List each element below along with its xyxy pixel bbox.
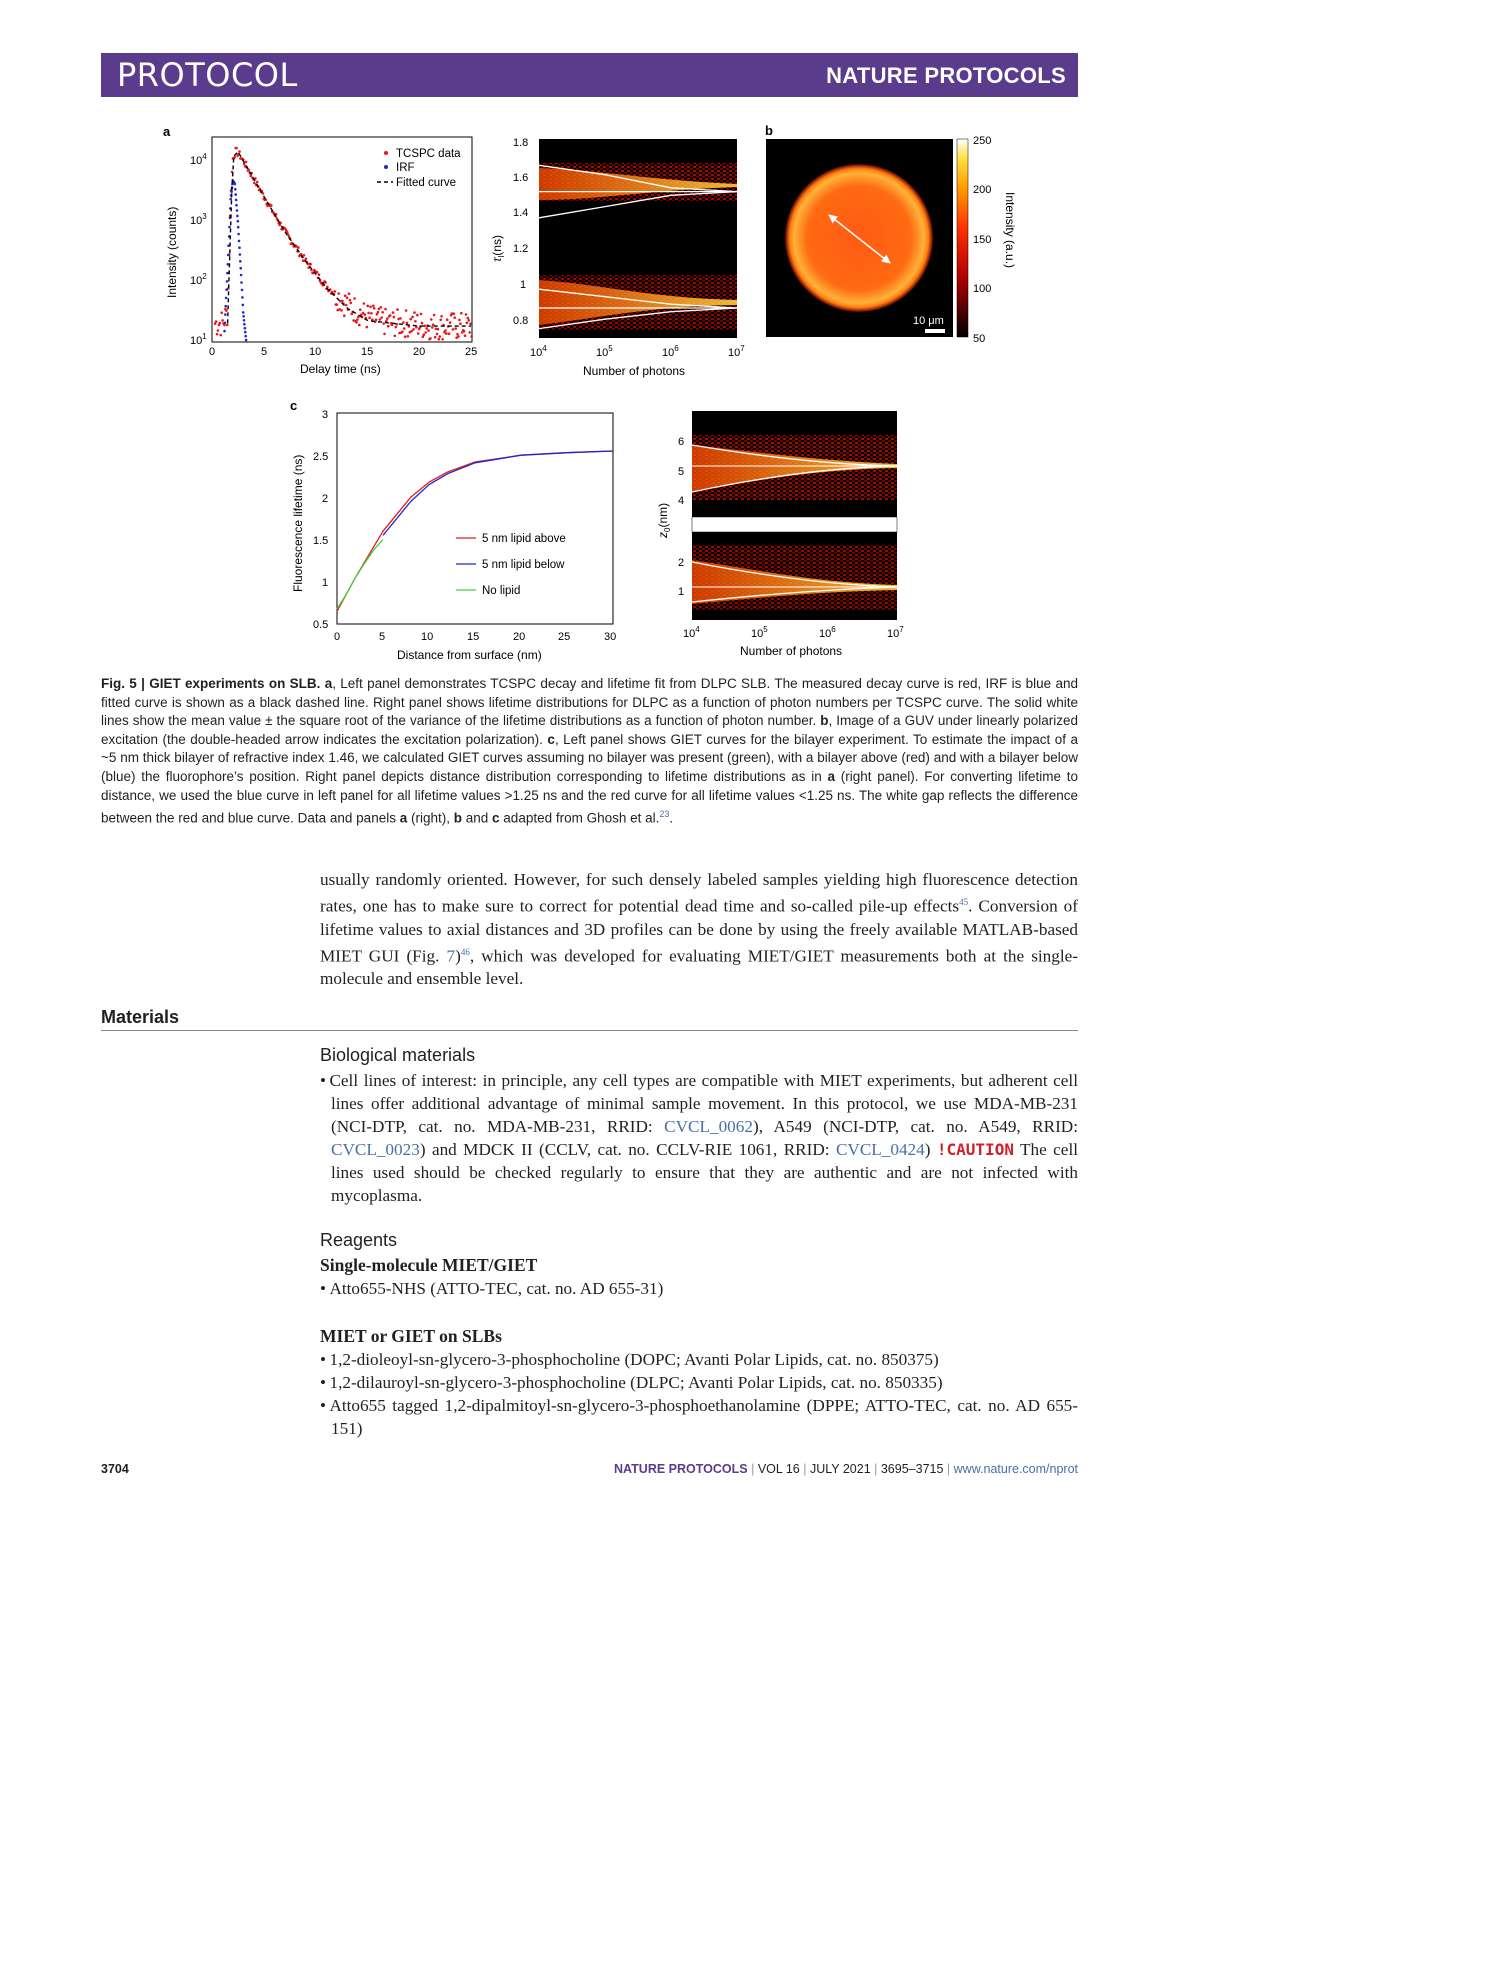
tcspc-point bbox=[383, 333, 386, 336]
tcspc-point bbox=[438, 338, 441, 341]
tcspc-point bbox=[221, 319, 224, 322]
giet-yticks bbox=[313, 409, 328, 631]
distance-ytick: 4 bbox=[678, 495, 685, 507]
lifetime-xlabel: Number of photons bbox=[583, 364, 686, 378]
tcspc-point bbox=[238, 150, 241, 153]
distance-ytick: 2 bbox=[678, 557, 685, 569]
giet-ytick: 3 bbox=[322, 409, 329, 421]
bio-heading: Biological materials bbox=[320, 1045, 476, 1065]
tcspc-point bbox=[219, 334, 222, 337]
colorbar-tick: 150 bbox=[973, 234, 992, 246]
tcspc-point bbox=[423, 333, 426, 336]
footer-citation: NATURE PROTOCOLS | VOL 16 | JULY 2021 | 3695–3715 | www.nature.com/nprot bbox=[614, 1462, 1078, 1476]
decay-ytick: $10^1$ bbox=[190, 332, 207, 347]
tcspc-point bbox=[297, 246, 300, 249]
colorbar-tick: 250 bbox=[973, 135, 992, 147]
irf-point bbox=[235, 204, 238, 207]
giet-xtick: 5 bbox=[379, 631, 386, 643]
caption-ref-b: b bbox=[453, 810, 462, 826]
tcspc-point bbox=[429, 337, 432, 340]
list-item: • 1,2-dioleoyl-sn-glycero-3-phosphocholine (DOPC; Avanti Polar Lipids, cat. no. 850375) bbox=[320, 1350, 939, 1369]
tcspc-point bbox=[446, 318, 449, 321]
irf-point bbox=[242, 315, 245, 318]
slb-heading: MIET or GIET on SLBs bbox=[320, 1326, 502, 1346]
colorbar bbox=[957, 139, 968, 337]
irf-point bbox=[225, 288, 228, 291]
irf-point bbox=[244, 331, 247, 334]
legend-fit: Fitted curve bbox=[396, 177, 457, 189]
distance-distribution bbox=[656, 411, 904, 658]
list-item: • Atto655-NHS (ATTO-TEC, cat. no. AD 655-31) bbox=[320, 1279, 664, 1298]
giet-xlabel: Distance from surface (nm) bbox=[397, 648, 542, 662]
tcspc-point bbox=[249, 175, 252, 178]
tcspc-point bbox=[215, 320, 218, 323]
caption-ref-a: a bbox=[399, 810, 408, 826]
tcspc-point bbox=[401, 330, 404, 333]
tcspc-point bbox=[370, 312, 373, 315]
colorbar-tick: 200 bbox=[973, 184, 992, 196]
footer-journal: NATURE PROTOCOLS bbox=[614, 1462, 748, 1476]
giet-ytick: 2 bbox=[322, 493, 329, 505]
tcspc-point bbox=[226, 324, 229, 327]
caption-label: Fig. 5 | GIET experiments on SLB. bbox=[101, 676, 321, 691]
tcspc-point bbox=[449, 321, 452, 324]
legend-irf: IRF bbox=[396, 162, 415, 174]
tcspc-point bbox=[452, 328, 455, 331]
tcspc-point bbox=[433, 314, 436, 317]
tcspc-point bbox=[356, 318, 359, 321]
caption-text: (right), bbox=[407, 810, 454, 826]
tcspc-point bbox=[454, 327, 457, 330]
tcspc-point bbox=[445, 332, 448, 335]
caution-label: !CAUTION bbox=[936, 1140, 1014, 1159]
tcspc-point bbox=[340, 309, 343, 312]
giet-ytick: 1.5 bbox=[313, 535, 329, 547]
tcspc-point bbox=[392, 311, 395, 314]
decay-xtick: 10 bbox=[309, 346, 322, 358]
distance-ytick: 6 bbox=[678, 436, 685, 448]
tcspc-point bbox=[469, 323, 472, 326]
tcspc-point bbox=[436, 333, 439, 336]
giet-ytick: 0.5 bbox=[313, 619, 329, 631]
citation-link[interactable]: 23 bbox=[659, 809, 670, 820]
giet-curves bbox=[291, 409, 616, 662]
tcspc-point bbox=[424, 331, 427, 334]
tcspc-point bbox=[430, 318, 433, 321]
slb-list bbox=[320, 1348, 1078, 1440]
footer-volume: VOL 16 bbox=[757, 1462, 800, 1476]
tcspc-point bbox=[377, 311, 380, 314]
distance-xtick: $10^6$ bbox=[819, 625, 836, 640]
legend-below: 5 nm lipid below bbox=[482, 559, 565, 571]
caption-ref-c: c bbox=[492, 810, 500, 826]
decay-xtick: 25 bbox=[465, 346, 478, 358]
tcspc-point bbox=[459, 322, 462, 325]
lifetime-yticks bbox=[513, 137, 528, 327]
irf-point bbox=[245, 339, 248, 342]
tcspc-point bbox=[406, 322, 409, 325]
tcspc-point bbox=[405, 309, 408, 312]
tcspc-point bbox=[440, 315, 443, 318]
tcspc-point bbox=[380, 316, 383, 319]
irf-point bbox=[230, 190, 233, 193]
tcspc-point bbox=[410, 330, 413, 333]
reagents-heading: Reagents bbox=[320, 1230, 398, 1250]
tcspc-point bbox=[379, 318, 382, 321]
caption-ref-b: b bbox=[820, 713, 829, 729]
distance-ytick: 1 bbox=[678, 586, 685, 598]
tcspc-point bbox=[382, 322, 385, 325]
tcspc-point bbox=[439, 335, 442, 338]
caption-text: , Image of a GUV under linearly polarized excitation (the double-headed arrow indicates the excitation polarization). bbox=[101, 713, 1078, 747]
irf-point bbox=[224, 305, 227, 308]
tcspc-point bbox=[404, 335, 407, 338]
tcspc-point bbox=[407, 335, 410, 338]
irf-point bbox=[239, 253, 242, 256]
irf-point bbox=[225, 297, 228, 300]
guv-image bbox=[766, 135, 1017, 345]
decay-ytick: $10^3$ bbox=[190, 212, 207, 227]
tcspc-point bbox=[387, 325, 390, 328]
tcspc-point bbox=[425, 327, 428, 330]
distance-xtick: $10^5$ bbox=[751, 625, 768, 640]
panel-a-label: a bbox=[163, 124, 171, 139]
list-item: • Atto655 tagged 1,2-dipalmitoyl-sn-glycero-3-phosphoethanolamine (DPPE; ATTO-TEC, cat. no. AD 655-151) bbox=[320, 1396, 1078, 1438]
tcspc-point bbox=[359, 308, 362, 311]
caption-ref-c: c bbox=[547, 731, 555, 747]
tcspc-point bbox=[225, 309, 228, 312]
irf-point bbox=[228, 226, 231, 229]
irf-point bbox=[236, 209, 239, 212]
tcspc-point bbox=[468, 319, 471, 322]
body-paragraph: usually randomly oriented. However, for such densely labeled samples yielding high fluorescence detection rates, one has to make sure to correct for potential dead time and so-called pile-up effects$^{45}$. Conversion of lifetime values to axial distances and 3D profiles can be done by using the freely available MATLAB-based MIET GUI (Fig. 7)$^{46}$, which was developed for evaluating MIET/GIET measurements both at the single-molecule and ensemble level. bbox=[320, 870, 1078, 989]
caption-text: and bbox=[462, 810, 493, 826]
tcspc-point bbox=[358, 324, 361, 327]
tcspc-point bbox=[324, 281, 327, 284]
irf-point bbox=[237, 226, 240, 229]
irf-point bbox=[224, 313, 227, 316]
list-item: • 1,2-dilauroyl-sn-glycero-3-phosphocholine (DLPC; Avanti Polar Lipids, cat. no. 850335) bbox=[320, 1373, 943, 1392]
tcspc-point bbox=[219, 322, 222, 325]
irf-point bbox=[239, 260, 242, 263]
irf-point bbox=[242, 311, 245, 314]
irf-point bbox=[226, 280, 229, 283]
tcspc-point bbox=[444, 329, 447, 332]
footer-date: JULY 2021 bbox=[809, 1462, 871, 1476]
decay-plot bbox=[165, 137, 477, 376]
tcspc-point bbox=[468, 331, 471, 334]
irf-point bbox=[238, 240, 241, 243]
lifetime-ylabel: $\tau_l(ns)$ bbox=[490, 235, 506, 262]
tcspc-point bbox=[437, 328, 440, 331]
tcspc-point bbox=[341, 300, 344, 303]
irf-point bbox=[244, 327, 247, 330]
tcspc-point bbox=[245, 161, 248, 164]
tcspc-point bbox=[420, 313, 423, 316]
irf-point bbox=[237, 220, 240, 223]
tcspc-point bbox=[220, 311, 223, 314]
caption-text: , Left panel shows GIET curves for the bilayer experiment. To estimate the impact of a ~5 nm thick bilayer of refractive index 1.46, we calculated GIET curves assuming no bilayer was present (green), with a bilayer above (red) and with a bilayer below (blue) the fluorophore’s position. Right panel depicts distance distribution corresponding to lifetime distributions as in bbox=[101, 731, 1079, 784]
lifetime-ytick: 1.4 bbox=[513, 207, 529, 219]
tcspc-point bbox=[235, 147, 238, 150]
tcspc-point bbox=[305, 258, 308, 261]
tcspc-point bbox=[394, 335, 397, 338]
tcspc-point bbox=[375, 318, 378, 321]
caption-text: (right panel). For converting lifetime to distance, we used the blue curve in left panel for all lifetime values >1.25 ns and the red curve for all lifetime values <1.25 ns. The white gap reflects the difference between the red and blue curve. Data and panels bbox=[101, 768, 1078, 826]
tcspc-point bbox=[464, 334, 467, 337]
figure-5 bbox=[0, 0, 1200, 670]
lifetime-ytick: 1.2 bbox=[513, 243, 529, 255]
tcspc-point bbox=[234, 156, 237, 159]
tcspc-point bbox=[363, 302, 366, 305]
tcspc-point bbox=[393, 316, 396, 319]
giet-xtick: 20 bbox=[513, 631, 526, 643]
giet-xtick: 15 bbox=[467, 631, 480, 643]
tcspc-point bbox=[396, 308, 399, 311]
tcspc-point bbox=[411, 316, 414, 319]
colorbar-tick: 100 bbox=[973, 283, 992, 295]
tcspc-point bbox=[460, 312, 463, 315]
irf-point bbox=[224, 322, 227, 325]
lifetime-xtick: $10^6$ bbox=[662, 344, 679, 359]
tcspc-point bbox=[355, 321, 358, 324]
lifetime-ytick: 1.8 bbox=[513, 137, 529, 149]
tcspc-point bbox=[453, 316, 456, 319]
tcspc-point bbox=[424, 325, 427, 328]
tcspc-point bbox=[353, 297, 356, 300]
tcspc-point bbox=[334, 290, 337, 293]
caption-text: adapted from Ghosh et al. bbox=[499, 810, 660, 826]
decay-xtick: 5 bbox=[261, 346, 268, 358]
distance-xtick: $10^7$ bbox=[887, 625, 904, 640]
colorbar-label: Intensity (a.u.) bbox=[1003, 192, 1017, 269]
tcspc-point bbox=[466, 322, 469, 325]
tcspc-point bbox=[439, 319, 442, 322]
section-label: PROTOCOL bbox=[117, 56, 298, 94]
irf-point bbox=[240, 281, 243, 284]
caption-text: , Left panel demonstrates TCSPC decay and lifetime fit from DLPC SLB. The measured decay curve is red, IRF is blue and fitted curve is shown as a black dashed line. Right panel shows lifetime distributions for DLPC as a function of photon numbers per TCSPC curve. The solid white lines show the mean value ± the square root of the variance of the lifetime distributions as a function of photon number. bbox=[101, 676, 1078, 729]
tcspc-point bbox=[366, 305, 369, 308]
citation-link[interactable]: 45 bbox=[959, 897, 969, 907]
scalebar-label: 10 μm bbox=[913, 315, 944, 327]
distance-ytick: 5 bbox=[678, 466, 685, 478]
irf-point bbox=[223, 330, 226, 333]
rrid-link[interactable]: CVCL_0424 bbox=[835, 1140, 925, 1159]
tcspc-point bbox=[389, 314, 392, 317]
irf-point bbox=[241, 289, 244, 292]
tcspc-point bbox=[345, 304, 348, 307]
tcspc-point bbox=[467, 317, 470, 320]
tcspc-point bbox=[343, 314, 346, 317]
tcspc-point bbox=[253, 182, 256, 185]
irf-point bbox=[234, 188, 237, 191]
footer-pages: 3695–3715 bbox=[880, 1462, 944, 1476]
rrid-link[interactable]: CVCL_0023 bbox=[331, 1140, 420, 1159]
irf-point bbox=[229, 198, 232, 201]
sm-list bbox=[320, 1277, 1078, 1300]
decay-xlabel: Delay time (ns) bbox=[300, 362, 381, 376]
tcspc-point bbox=[337, 292, 340, 295]
page-number: 3704 bbox=[101, 1462, 129, 1476]
distance-xticks bbox=[683, 625, 904, 640]
tcspc-point bbox=[372, 305, 375, 308]
tcspc-point bbox=[381, 311, 384, 314]
tcspc-point bbox=[384, 308, 387, 311]
irf-point bbox=[226, 272, 229, 275]
tcspc-point bbox=[380, 306, 383, 309]
tcspc-point bbox=[373, 307, 376, 310]
lifetime-distribution bbox=[490, 137, 745, 378]
distance-yticks bbox=[678, 436, 684, 598]
irf-point bbox=[240, 274, 243, 277]
tcspc-point bbox=[256, 181, 259, 184]
irf-point bbox=[243, 319, 246, 322]
tcspc-point bbox=[395, 326, 398, 329]
giet-xtick: 30 bbox=[604, 631, 617, 643]
irf-point bbox=[234, 183, 237, 186]
giet-xticks bbox=[334, 631, 616, 643]
tcspc-point bbox=[348, 292, 351, 295]
decay-ylabel: Intensity (counts) bbox=[165, 206, 179, 298]
tcspc-point bbox=[318, 273, 321, 276]
irf-point bbox=[241, 296, 244, 299]
tcspc-point bbox=[367, 312, 370, 315]
distance-xlabel: Number of photons bbox=[740, 644, 843, 658]
tcspc-point bbox=[336, 303, 339, 306]
tcspc-point bbox=[453, 312, 456, 315]
tcspc-point bbox=[216, 333, 219, 336]
distance-gap bbox=[692, 517, 897, 532]
colorbar-tick: 50 bbox=[973, 333, 986, 345]
irf-point bbox=[236, 215, 239, 218]
bio-item: • Cell lines of interest: in principle, any cell types are compatible with MIET experiments, but adherent cell lines offer additional advantage of minimal sample movement. In this protocol, we use MDA-MB-231 (NCI-DTP, cat. no. MDA-MB-231, RRID: CVCL_0062), A549 (NCI-DTP, cat. no. A549, RRID: CVCL_0023) and MDCK II (CCLV, cat. no. CCLV-RIE 1061, RRID: CVCL_0424) !CAUTION The cell lines used should be checked regularly to ensure that they are authentic and are not infected with mycoplasma. bbox=[320, 1071, 1078, 1205]
lifetime-xtick: $10^4$ bbox=[530, 344, 547, 359]
lifetime-ytick: 1 bbox=[520, 279, 527, 291]
tcspc-point bbox=[409, 318, 412, 321]
figure-link[interactable]: 7 bbox=[446, 946, 456, 966]
irf-point bbox=[243, 323, 246, 326]
giet-ytick: 2.5 bbox=[313, 451, 329, 463]
tcspc-point bbox=[421, 322, 424, 325]
decay-ytick: $10^2$ bbox=[190, 272, 207, 287]
decay-xtick: 15 bbox=[361, 346, 374, 358]
tcspc-point bbox=[414, 320, 417, 323]
giet-ytick: 1 bbox=[322, 577, 329, 589]
giet-xtick: 0 bbox=[334, 631, 341, 643]
irf-point bbox=[234, 193, 237, 196]
tcspc-point bbox=[350, 302, 353, 305]
rrid-link[interactable]: CVCL_0062 bbox=[664, 1117, 753, 1136]
tcspc-point bbox=[465, 313, 468, 316]
tcspc-point bbox=[463, 330, 466, 333]
tcspc-point bbox=[368, 317, 371, 320]
sm-heading: Single-molecule MIET/GIET bbox=[320, 1255, 538, 1275]
tcspc-point bbox=[243, 163, 246, 166]
lifetime-xtick: $10^5$ bbox=[596, 344, 613, 359]
irf-point bbox=[238, 246, 241, 249]
decay-xticks bbox=[209, 346, 477, 358]
citation-link[interactable]: 46 bbox=[460, 946, 470, 957]
materials-heading: Materials bbox=[101, 1007, 1078, 1031]
tcspc-point bbox=[470, 335, 473, 338]
lifetime-ytick: 1.6 bbox=[513, 172, 529, 184]
caption-ref-a: a bbox=[827, 768, 836, 784]
irf-point bbox=[227, 254, 230, 257]
lifetime-xticks bbox=[530, 344, 745, 359]
lifetime-ytick: 0.8 bbox=[513, 315, 529, 327]
tcspc-point bbox=[457, 335, 460, 338]
tcspc-point bbox=[303, 254, 306, 257]
panel-c-label: c bbox=[290, 398, 298, 413]
tcspc-point bbox=[402, 321, 405, 324]
tcspc-point bbox=[386, 317, 389, 320]
journal-name: NATURE PROTOCOLS bbox=[826, 63, 1066, 88]
tcspc-point bbox=[344, 294, 347, 297]
legend-above: 5 nm lipid above bbox=[482, 533, 566, 545]
tcspc-point bbox=[413, 311, 416, 314]
tcspc-point bbox=[217, 329, 220, 332]
tcspc-point bbox=[316, 271, 319, 274]
tcspc-point bbox=[417, 332, 420, 335]
tcspc-point bbox=[270, 204, 273, 207]
panel-b-label: b bbox=[765, 123, 773, 138]
tcspc-point bbox=[441, 338, 444, 341]
tcspc-point bbox=[434, 336, 437, 339]
decay-xtick: 0 bbox=[209, 346, 216, 358]
legend-irf-marker bbox=[384, 165, 388, 169]
legend-nolipid: No lipid bbox=[482, 585, 521, 597]
tcspc-point bbox=[399, 317, 402, 320]
decay-ytick: $10^4$ bbox=[190, 152, 207, 167]
tcspc-point bbox=[349, 299, 352, 302]
tcspc-point bbox=[309, 263, 312, 266]
tcspc-point bbox=[412, 328, 415, 331]
figure-caption: Fig. 5 | GIET experiments on SLB. a, Left panel demonstrates TCSPC decay and lifetime fit from DLPC SLB. The measured decay curve is red, IRF is blue and fitted curve is shown as a black dashed line. Right panel shows lifetime distributions for DLPC as a function of photon numbers per TCSPC curve. The solid white lines show the mean value ± the square root of the variance of the lifetime distributions as a function of photon number. b, Image of a GUV under linearly polarized excitation (the double-headed arrow indicates the excitation polarization). c, Left panel shows GIET curves for the bilayer experiment. To estimate the impact of a ~5 nm thick bilayer of refractive index 1.46, we calculated GIET curves assuming no bilayer was present (green), with a bilayer above (red) and with a bilayer below (blue) the fluorophore’s position. Right panel depicts distance distribution corresponding to lifetime distributions as in a (right panel). For converting lifetime to distance, we used the blue curve in left panel for all lifetime values >1.25 ns and the red curve for all lifetime values <1.25 ns. The white gap reflects the difference between the red and blue curve. Data and panels a (right), b and c adapted from Ghosh et al.$^{23}$. bbox=[101, 676, 1079, 826]
giet-xtick: 10 bbox=[421, 631, 434, 643]
scalebar bbox=[925, 329, 945, 333]
decay-yticks bbox=[190, 152, 207, 347]
tcspc-point bbox=[366, 326, 369, 329]
giet-xtick: 25 bbox=[558, 631, 571, 643]
decay-xtick: 20 bbox=[413, 346, 426, 358]
tcspc-point bbox=[223, 324, 226, 327]
irf-point bbox=[237, 233, 240, 236]
irf-point bbox=[239, 267, 242, 270]
irf-point bbox=[235, 199, 238, 202]
tcspc-point bbox=[346, 297, 349, 300]
tcspc-point bbox=[427, 329, 430, 332]
irf-point bbox=[242, 304, 245, 307]
tcspc-point bbox=[369, 305, 372, 308]
legend-tcspc: TCSPC data bbox=[396, 148, 461, 160]
distance-ylabel: $z_0(nm)$ bbox=[656, 502, 672, 538]
giet-ylabel: Fluorescence lifetime (ns) bbox=[291, 454, 305, 592]
irf-point bbox=[227, 263, 230, 266]
caption-ref-a: a bbox=[324, 676, 333, 691]
footer-url[interactable]: www.nature.com/nprot bbox=[953, 1462, 1078, 1476]
tcspc-point bbox=[431, 326, 434, 329]
distance-xtick: $10^4$ bbox=[683, 625, 700, 640]
legend-tcspc-marker bbox=[384, 151, 388, 155]
tcspc-point bbox=[416, 314, 419, 317]
tcspc-point bbox=[448, 332, 451, 335]
lifetime-xtick: $10^7$ bbox=[728, 344, 745, 359]
tcspc-point bbox=[458, 319, 461, 322]
tcspc-point bbox=[364, 313, 367, 316]
tcspc-point bbox=[403, 327, 406, 330]
irf-point bbox=[244, 335, 247, 338]
